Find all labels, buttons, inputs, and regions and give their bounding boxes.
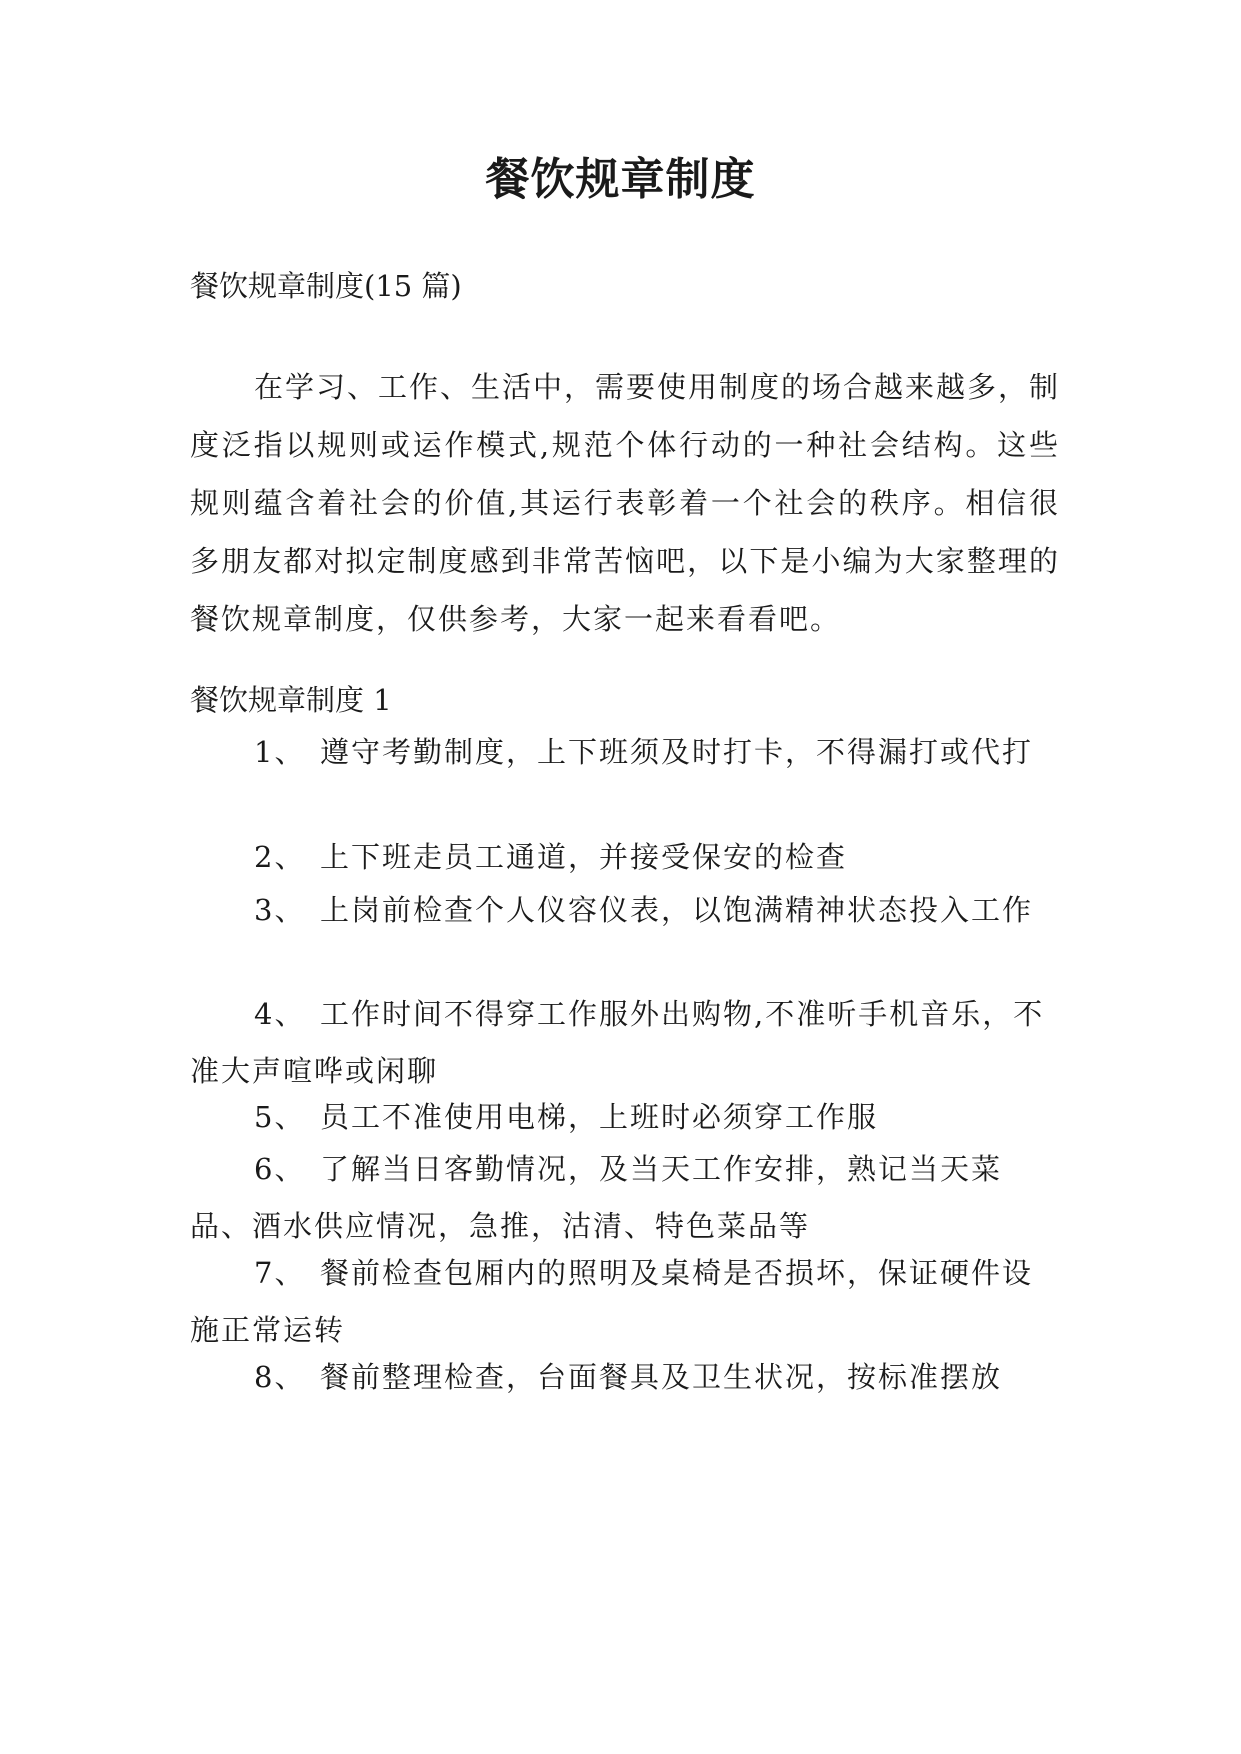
list-item [190, 724, 1056, 781]
list-item [190, 829, 1056, 886]
document-subtitle: 餐饮规章制度(15 篇) [190, 269, 462, 303]
list-item-number: 4、 [254, 997, 306, 1031]
list-item-number: 3、 [254, 893, 306, 927]
document-title: 餐饮规章制度 [485, 154, 756, 205]
list-item-text: 餐前检查包厢内的照明及桌椅是否损坏，保证硬件设施正常运转 [190, 1256, 1034, 1347]
list-item-text: 遵守考勤制度，上下班须及时打卡，不得漏打或代打 [320, 735, 1034, 769]
list-item-number: 1、 [254, 735, 306, 769]
list-item-number: 2、 [254, 840, 306, 874]
list-item-text: 了解当日客勤情况，及当天工作安排，熟记当天菜品、酒水供应情况，急推，沽清、特色菜品等 [190, 1152, 1003, 1243]
list-item-number: 6、 [254, 1152, 306, 1186]
list-item-number: 8、 [254, 1360, 306, 1394]
list-item [190, 986, 1056, 1100]
list-item [190, 1349, 1056, 1406]
list-item [190, 1245, 1056, 1359]
list-item-text: 餐前整理检查，台面餐具及卫生状况，按标准摆放 [320, 1360, 1003, 1394]
list-item [190, 1141, 1056, 1255]
list-item-number: 7、 [254, 1256, 306, 1290]
intro-paragraph: 在学习、工作、生活中，需要使用制度的场合越来越多，制度泛指以规则或运作模式,规范个体行动的一种社会结构。这些规则蕴含着社会的价值,其运行表彰着一个社会的秩序。相信很多朋友都对拟定制度感到非常苦恼吧，以下是小编为大家整理的餐饮规章制度，仅供参考，大家一起来看看吧。 [190, 370, 1061, 636]
list-item [190, 882, 1056, 939]
list-item-text: 上岗前检查个人仪容仪表，以饱满精神状态投入工作 [320, 893, 1034, 927]
list-item-number: 5、 [254, 1100, 306, 1134]
list-item-text: 上下班走员工通道，并接受保安的检查 [320, 840, 848, 874]
list-item-text: 工作时间不得穿工作服外出购物,不准听手机音乐，不准大声喧哗或闲聊 [190, 997, 1045, 1088]
list-item [190, 1089, 1056, 1146]
section-heading: 餐饮规章制度 1 [190, 683, 392, 717]
list-item-text: 员工不准使用电梯，上班时必须穿工作服 [320, 1100, 879, 1134]
